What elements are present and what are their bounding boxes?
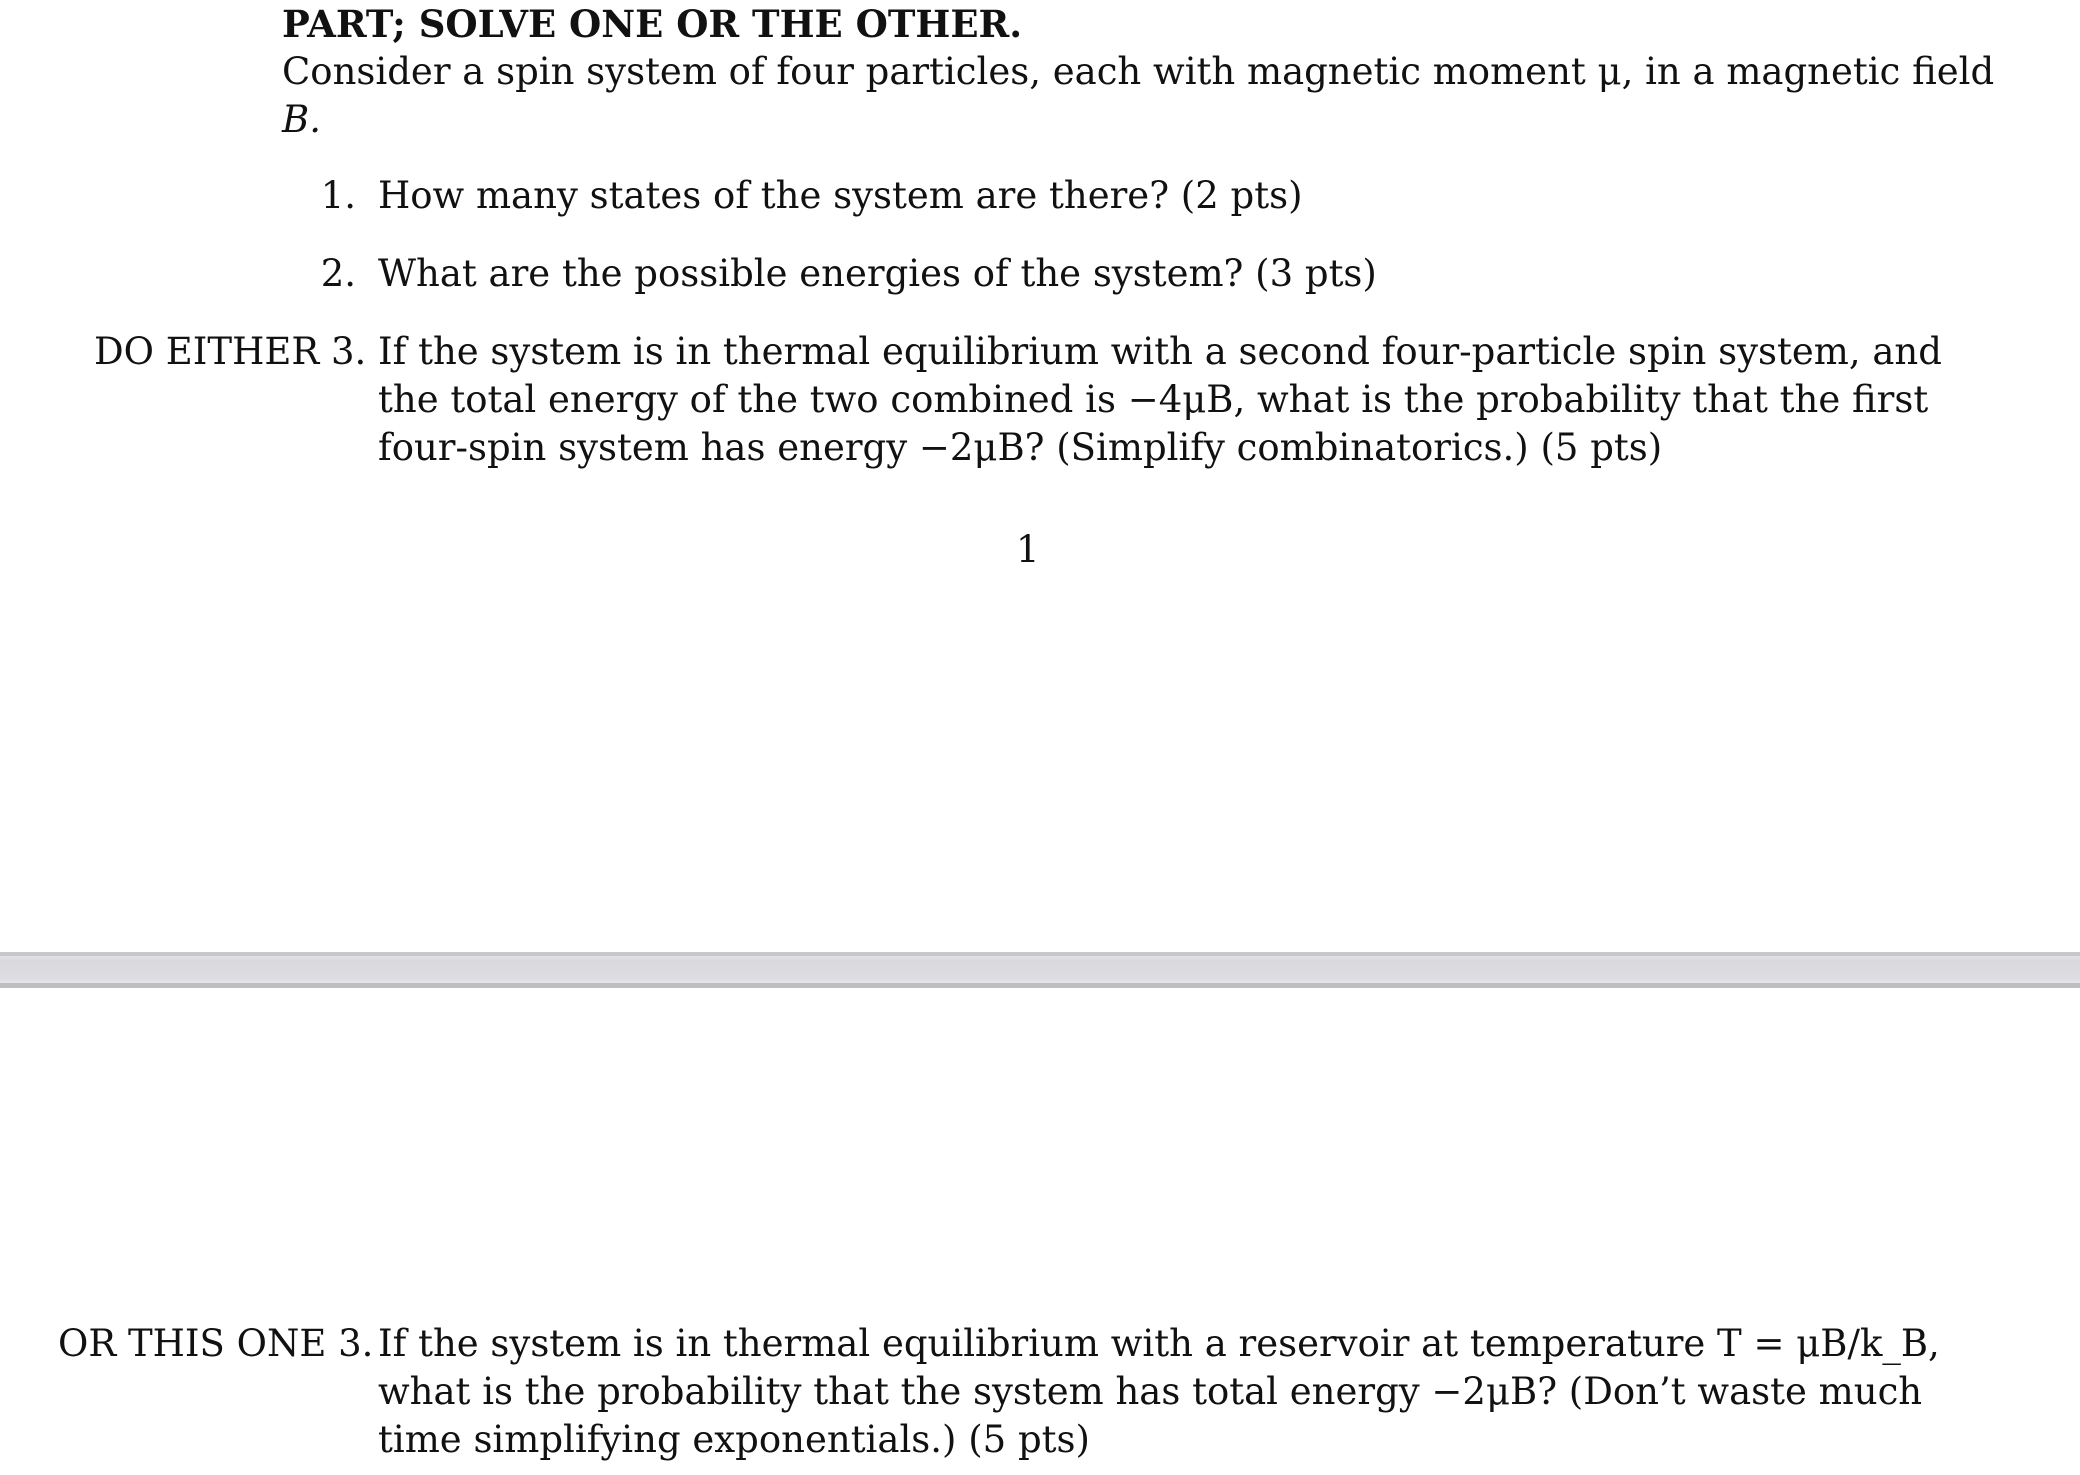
question-2-number: 2. bbox=[320, 252, 356, 295]
option-b-prefix: OR THIS ONE 3. bbox=[58, 1322, 374, 1365]
option-a-line-2: the total energy of the two combined is −4μB, what is the probability that the first bbox=[378, 378, 1929, 421]
intro-line-1: Consider a spin system of four particles, each with magnetic moment μ, in a magnetic field bbox=[282, 50, 1995, 93]
page-separator bbox=[0, 952, 2080, 988]
option-b-line-2: what is the probability that the system has total energy −2μB? (Don’t waste much bbox=[378, 1370, 1923, 1413]
page-separator-top-edge bbox=[0, 952, 2080, 956]
option-a-line-3: four-spin system has energy −2μB? (Simplify combinatorics.) (5 pts) bbox=[378, 426, 1663, 469]
question-1-number: 1. bbox=[320, 174, 356, 217]
question-1-text: How many states of the system are there? (2 pts) bbox=[378, 174, 1303, 217]
section-heading: PART; SOLVE ONE OR THE OTHER. bbox=[282, 2, 1023, 46]
page-number: 1 bbox=[1016, 528, 1040, 571]
option-b-line-3: time simplifying exponentials.) (5 pts) bbox=[378, 1418, 1090, 1461]
intro-line-2: B. bbox=[282, 98, 321, 141]
option-a-line-1: If the system is in thermal equilibrium with a second four-particle spin system, and bbox=[378, 330, 1942, 373]
question-2-text: What are the possible energies of the system? (3 pts) bbox=[378, 252, 1377, 295]
option-b-line-1: If the system is in thermal equilibrium with a reservoir at temperature T = μB/k_B, bbox=[378, 1322, 1940, 1365]
option-a-prefix: DO EITHER 3. bbox=[94, 330, 367, 373]
